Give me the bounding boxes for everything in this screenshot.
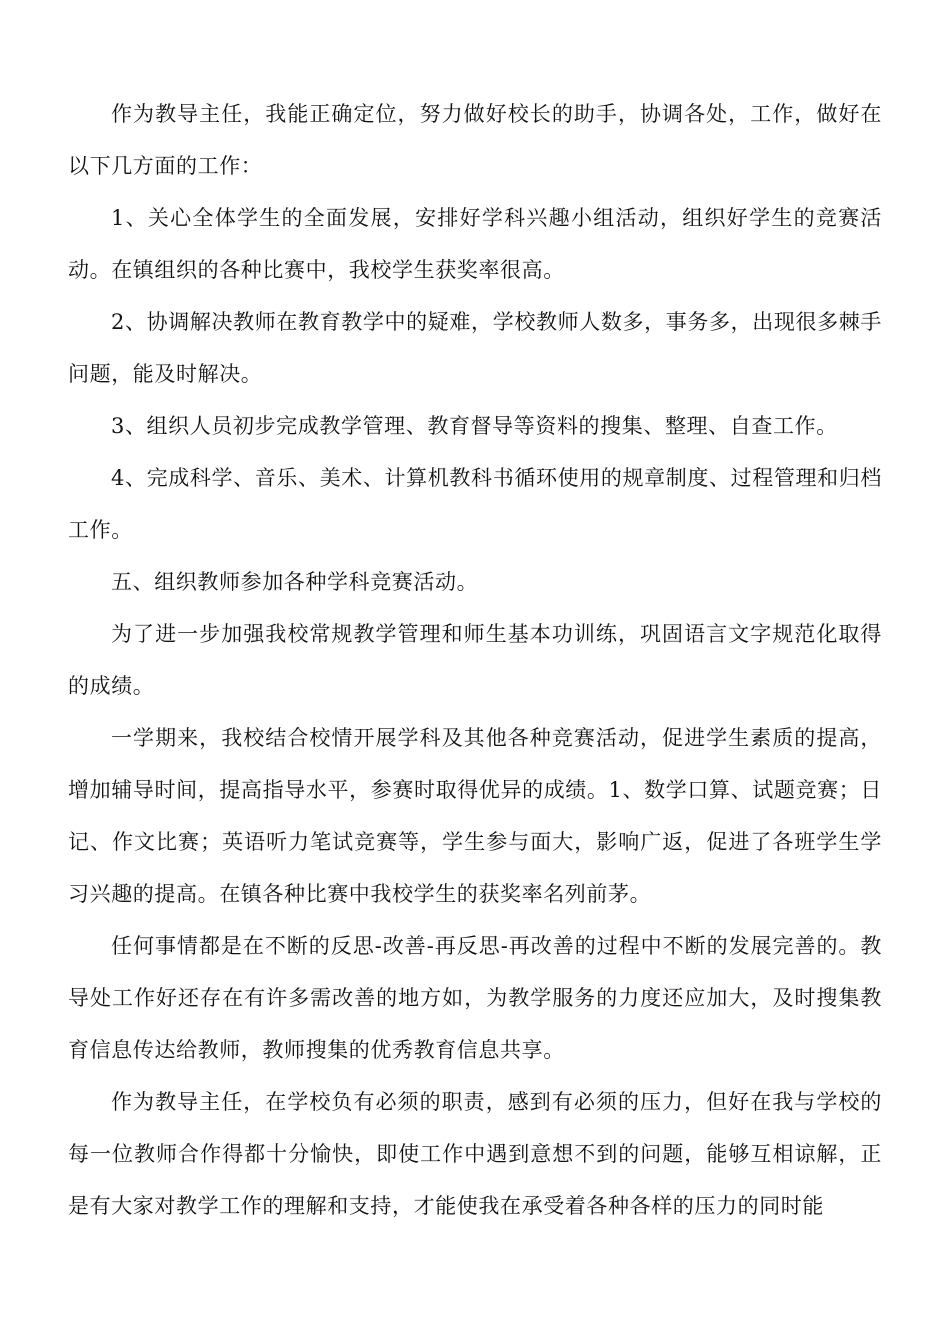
section-heading-5: 五、组织教师参加各种学科竞赛活动。	[111, 570, 479, 594]
paragraph-role-intro: 作为教导主任，我能正确定位，努力做好校长的助手，协调各处，工作，做好在以下几方面的工作：	[68, 102, 882, 178]
paragraph-purpose: 为了进一步加强我校常规教学管理和师生基本功训练，巩固语言文字规范化取得的成绩。	[68, 622, 882, 698]
paragraph-closing: 作为教导主任，在学校负有必须的职责，感到有必须的压力，但好在我与学校的每一位教师合作得都十分愉快，即使工作中遇到意想不到的问题，能够互相谅解，正是有大家对教学工作的理解和支持，才能使我在承受着各种各样的压力的同时能	[68, 1090, 882, 1218]
paragraph-item-4: 4、完成科学、音乐、美术、计算机教科书循环使用的规章制度、过程管理和归档工作。	[68, 466, 882, 542]
paragraph-reflection: 任何事情都是在不断的反思-改善-再反思-再改善的过程中不断的发展完善的。教导处工作好还存在有许多需改善的地方如，为教学服务的力度还应加大，及时搜集教育信息传达给教师，教师搜集的优秀教育信息共享。	[68, 934, 882, 1062]
paragraph-item-3: 3、组织人员初步完成教学管理、教育督导等资料的搜集、整理、自查工作。	[111, 414, 838, 438]
paragraph-item-2: 2、协调解决教师在教育教学中的疑难，学校教师人数多，事务多，出现很多棘手问题，能及时解决。	[68, 310, 882, 386]
paragraph-semester-summary: 一学期来，我校结合校情开展学科及其他各种竞赛活动，促进学生素质的提高，增加辅导时间，提高指导水平，参赛时取得优异的成绩。1、数学口算、试题竞赛；日记、作文比赛；英语听力笔试竞赛等，学生参与面大，影响广返，促进了各班学生学习兴趣的提高。在镇各种比赛中我校学生的获奖率名列前茅。	[68, 726, 882, 906]
paragraph-item-1: 1、关心全体学生的全面发展，安排好学科兴趣小组活动，组织好学生的竞赛活动。在镇组织的各种比赛中，我校学生获奖率很高。	[68, 206, 882, 282]
document-body	[68, 88, 882, 1232]
